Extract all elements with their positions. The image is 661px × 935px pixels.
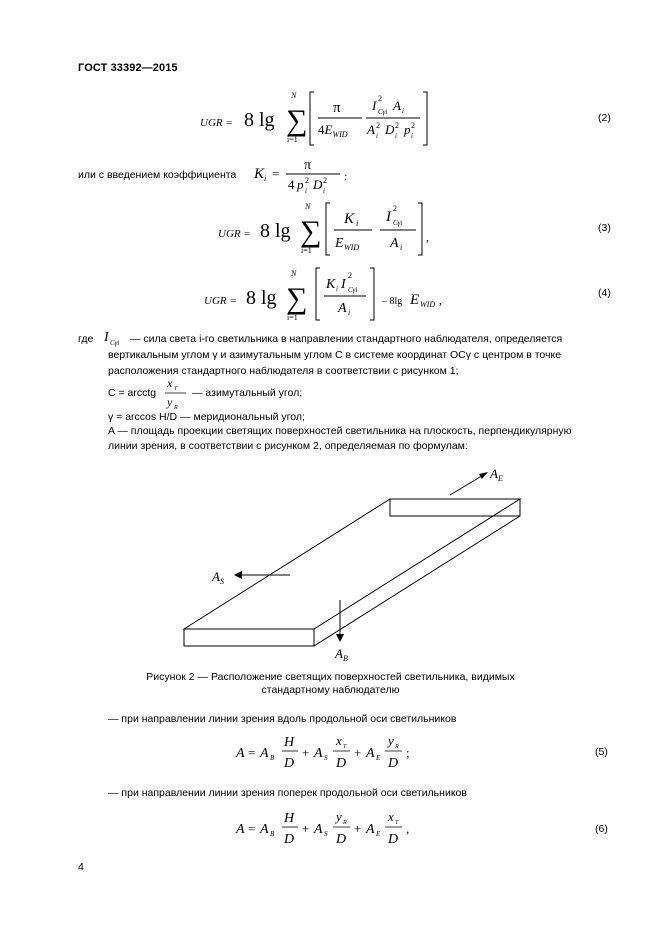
- svg-text:i=1: i=1: [287, 135, 298, 144]
- svg-text:A: A: [366, 746, 375, 761]
- svg-text:i: i: [400, 243, 403, 252]
- svg-text:D: D: [336, 756, 347, 771]
- svg-text:E: E: [410, 292, 420, 308]
- svg-text:UGR =: UGR =: [218, 228, 251, 240]
- svg-text:I: I: [372, 98, 377, 113]
- svg-text:E: E: [376, 754, 381, 762]
- svg-text:x: x: [167, 376, 173, 390]
- svg-text:I: I: [341, 277, 346, 292]
- svg-text:H: H: [284, 735, 295, 750]
- case-1-text: — при направлении линии зрения вдоль продольной оси светильников: [108, 713, 457, 725]
- svg-text:D: D: [388, 756, 399, 771]
- equation-4: [196, 262, 456, 328]
- svg-text:Cγi: Cγi: [110, 339, 120, 347]
- svg-text:,: ,: [426, 230, 429, 244]
- svg-text:p: p: [297, 177, 304, 192]
- luminaire-end-face: [390, 499, 520, 516]
- svg-text:AB: $A_B$: [335, 646, 348, 663]
- svg-text:p: p: [404, 122, 411, 137]
- svg-text:=: =: [248, 745, 256, 760]
- svg-text:8 lg: 8 lg: [260, 220, 291, 242]
- svg-text:E: E: [335, 236, 344, 251]
- svg-text:2: 2: [411, 121, 415, 130]
- svg-text:A: A: [367, 122, 375, 137]
- svg-text:D: D: [284, 756, 295, 771]
- c-definition-suffix: — азимутальный угол;: [192, 387, 303, 399]
- svg-text:i: i: [264, 174, 267, 183]
- svg-text:Cγi: Cγi: [393, 219, 403, 227]
- svg-text:A: A: [314, 746, 323, 761]
- svg-text:R: R: [395, 744, 399, 750]
- where-label: где: [78, 333, 94, 345]
- svg-text:T: T: [174, 386, 178, 392]
- svg-text:i: i: [336, 285, 338, 293]
- where-line-1: — сила света i-го светильника в направлении стандартного наблюдателя, определяется: [130, 333, 563, 345]
- where-line-3: расположения стандартного наблюдателя в соответствии с рисунком 1;: [108, 365, 459, 377]
- svg-text:B: B: [270, 754, 275, 762]
- svg-text:AE: $A_E$: [490, 466, 503, 483]
- svg-text:,: ,: [439, 293, 442, 307]
- svg-text:S: S: [324, 754, 328, 762]
- svg-text:2: 2: [376, 121, 380, 130]
- svg-text:i: i: [376, 132, 378, 140]
- equation-6-number: (6): [595, 823, 608, 835]
- svg-text:8 lg: 8 lg: [246, 287, 277, 309]
- c-definition-prefix: C = arcctg: [108, 387, 157, 399]
- svg-text:B: B: [270, 830, 275, 838]
- equation-3-number: (3): [598, 222, 611, 234]
- svg-text:I: I: [104, 330, 109, 345]
- equation-3: [210, 195, 450, 263]
- svg-text:AS: $A_S$: [212, 569, 224, 586]
- svg-text:i: i: [305, 187, 307, 195]
- arrow-ae: [450, 474, 485, 495]
- svg-text:;: ;: [406, 745, 410, 760]
- svg-text:∑: ∑: [286, 104, 308, 137]
- svg-text:i: i: [402, 107, 404, 115]
- k-coefficient-formula: [252, 155, 362, 197]
- svg-text:A: A: [366, 822, 375, 837]
- equation-6: [232, 806, 432, 852]
- page-number: 4: [78, 861, 84, 873]
- svg-text:i: i: [356, 219, 359, 228]
- svg-text:i: i: [395, 132, 397, 140]
- where-line-2: вертикальным углом γ и азимутальным углом C в системе координат OCγ с центром в точке: [108, 349, 562, 361]
- svg-text:A: A: [390, 236, 399, 251]
- svg-text:i=1: i=1: [287, 313, 298, 322]
- svg-text:∑: ∑: [300, 215, 322, 248]
- svg-text:Cγi: Cγi: [378, 108, 388, 116]
- a-definition-line-1: A — площадь проекции светящих поверхностей светильника на плоскость, перпендикулярную: [108, 425, 572, 437]
- equation-2: [190, 82, 450, 152]
- svg-text:R: R: [174, 405, 178, 411]
- svg-text:K: K: [326, 277, 336, 292]
- svg-text:WID: WID: [420, 300, 436, 309]
- svg-text:D: D: [336, 832, 347, 847]
- equation-2-number: (2): [598, 112, 611, 124]
- svg-text:+: +: [354, 745, 362, 760]
- svg-text:UGR =: UGR =: [204, 295, 237, 307]
- svg-text:i: i: [348, 308, 351, 317]
- svg-text:A: A: [338, 301, 347, 316]
- svg-text:K: K: [254, 166, 265, 182]
- svg-text:i: i: [411, 132, 413, 140]
- document-header: ГОСТ 33392—2015: [78, 62, 178, 74]
- svg-text:+: +: [354, 821, 362, 836]
- svg-text:UGR =: UGR =: [200, 117, 233, 129]
- svg-text:N: N: [305, 202, 311, 211]
- svg-text:=: =: [248, 821, 256, 836]
- svg-text:y: y: [336, 809, 342, 824]
- svg-text:A: A: [393, 98, 401, 113]
- svg-text:2: 2: [378, 94, 382, 103]
- svg-text:R: R: [343, 820, 347, 826]
- svg-text:π: π: [304, 158, 312, 173]
- equation-5: [232, 730, 432, 776]
- svg-text:T: T: [343, 744, 347, 750]
- svg-text:4: 4: [288, 177, 295, 192]
- svg-text:i=1: i=1: [301, 246, 312, 255]
- svg-text:+: +: [302, 821, 310, 836]
- svg-text:2: 2: [305, 176, 309, 185]
- svg-text:+: +: [302, 745, 310, 760]
- svg-text::: :: [344, 169, 348, 183]
- luminaire-top-face: [184, 499, 520, 629]
- svg-text:D: D: [284, 832, 295, 847]
- svg-text:H: H: [284, 811, 295, 826]
- luminaire-front-face: [184, 629, 314, 646]
- figure-2-drawing: [170, 462, 530, 668]
- svg-text:8 lg: 8 lg: [244, 109, 275, 131]
- svg-text:x: x: [388, 809, 394, 824]
- svg-text:T: T: [395, 820, 399, 826]
- equation-5-number: (5): [595, 746, 608, 758]
- gamma-definition: γ = arccos H/D — меридиональный угол;: [108, 411, 305, 423]
- svg-text:Cγi: Cγi: [348, 286, 358, 294]
- svg-text:A: A: [236, 746, 245, 761]
- svg-text:E: E: [376, 830, 381, 838]
- svg-text:I: I: [386, 209, 391, 225]
- svg-text:2: 2: [395, 121, 399, 130]
- case-2-text: — при направлении линии зрения поперек продольной оси светильников: [108, 787, 467, 799]
- figure-2-caption-1: Рисунок 2 — Расположение светящих поверхностей светильника, видимых: [146, 671, 515, 683]
- c-definition-fraction: [164, 373, 188, 411]
- figure-2-caption-2: стандартному наблюдателю: [261, 684, 400, 696]
- svg-text:A: A: [260, 746, 269, 761]
- svg-text:i: i: [323, 187, 325, 195]
- svg-text:=: =: [272, 166, 280, 181]
- svg-text:WID: WID: [344, 243, 360, 252]
- svg-text:D: D: [388, 832, 399, 847]
- svg-text:N: N: [291, 269, 297, 278]
- svg-text:A: A: [236, 822, 245, 837]
- svg-text:∑: ∑: [286, 282, 308, 315]
- equation-4-number: (4): [598, 287, 611, 299]
- a-definition-line-2: линии зрения, в соответствии с рисунком 2, определяемая по формулам:: [108, 440, 468, 452]
- svg-text:π: π: [333, 100, 341, 116]
- svg-text:K: K: [344, 211, 355, 227]
- svg-text:2: 2: [393, 204, 397, 213]
- intro-text: или с введением коэффициента: [78, 169, 237, 181]
- svg-text:– 8lg: – 8lg: [382, 296, 403, 307]
- svg-text:2: 2: [348, 271, 352, 280]
- svg-text:S: S: [324, 830, 328, 838]
- svg-text:y: y: [388, 733, 394, 748]
- luminous-intensity-symbol: [102, 326, 132, 348]
- svg-text:x: x: [336, 733, 342, 748]
- svg-text:D: D: [313, 177, 323, 192]
- svg-text:4EWID: $4E_{WID}$: [318, 122, 348, 139]
- svg-text:A: A: [314, 822, 323, 837]
- svg-text:N: N: [291, 91, 297, 100]
- svg-text:2: 2: [323, 176, 327, 185]
- svg-text:y: y: [167, 395, 173, 409]
- svg-text:A: A: [260, 822, 269, 837]
- svg-text:,: ,: [406, 821, 410, 836]
- svg-text:D: D: [385, 122, 395, 137]
